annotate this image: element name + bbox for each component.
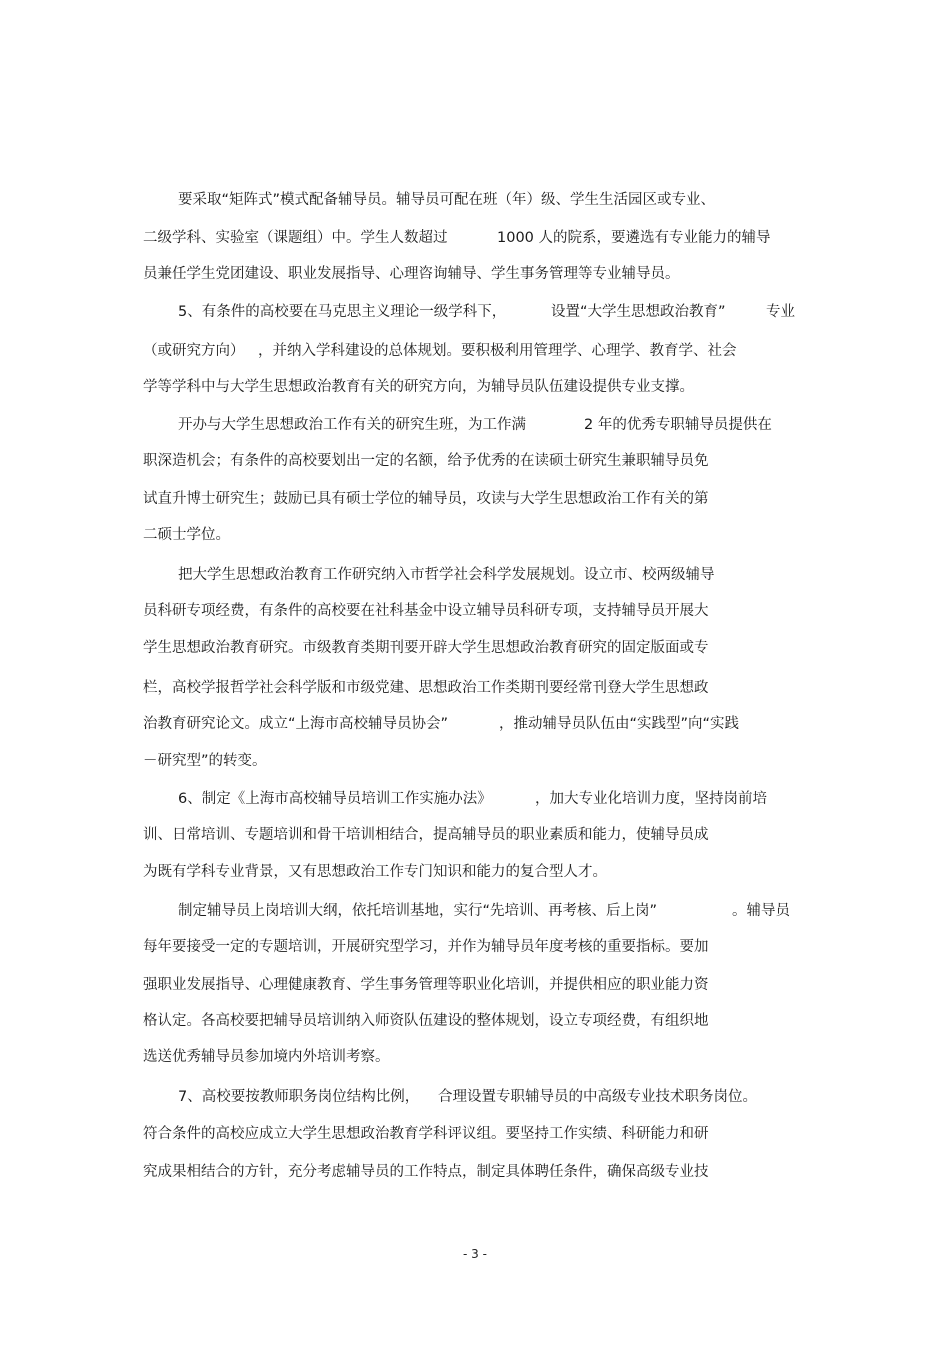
text-segment: 训、日常培训、专题培训和骨干培训相结合，提高辅导员的职业素质和能力，使辅导员成 bbox=[143, 827, 709, 843]
text-segment: 究成果相结合的方针，充分考虑辅导员的工作特点，制定具体聘任条件，确保高级专业技 bbox=[143, 1164, 709, 1180]
text-segment: 制定辅导员上岗培训大纲，依托培训基地，实行“先培训、再考核、后上岗” bbox=[178, 903, 658, 919]
text-segment: －研究型”的转变。 bbox=[143, 753, 267, 769]
text-segment: 1000 人的院系，要遴选有专业能力的辅导 bbox=[497, 230, 771, 246]
text-segment: 。辅导员 bbox=[732, 903, 790, 919]
text-segment: 二硕士学位。 bbox=[143, 527, 230, 543]
text-segment: 2 年的优秀专职辅导员提供在 bbox=[584, 417, 772, 433]
text-segment: 设置“大学生思想政治教育” bbox=[551, 304, 726, 320]
text-segment: 职深造机会；有条件的高校要划出一定的名额，给予优秀的在读硕士研究生兼职辅导员免 bbox=[143, 453, 709, 469]
text-segment: 把大学生思想政治教育工作研究纳入市哲学社会科学发展规划。设立市、校两级辅导 bbox=[178, 567, 715, 583]
text-segment: 7、高校要按教师职务岗位结构比例， bbox=[178, 1089, 420, 1105]
text-segment: 栏，高校学报哲学社会科学版和市级党建、思想政治工作类期刊要经常刊登大学生思想政 bbox=[143, 680, 709, 696]
text-segment: 专业 bbox=[766, 304, 795, 320]
text-segment: 合理设置专职辅导员的中高级专业技术职务岗位。 bbox=[438, 1089, 757, 1105]
text-segment: 6、制定《上海市高校辅导员培训工作实施办法》 bbox=[178, 791, 492, 807]
text-segment: （或研究方向） bbox=[143, 343, 245, 359]
page-number: - 3 - bbox=[463, 1247, 487, 1261]
text-segment: 5、有条件的高校要在马克思主义理论一级学科下， bbox=[178, 304, 507, 320]
text-segment: 每年要接受一定的专题培训，开展研究型学习，并作为辅导员年度考核的重要指标。要加 bbox=[143, 939, 709, 955]
text-segment: 为既有学科专业背景，又有思想政治工作专门知识和能力的复合型人才。 bbox=[143, 864, 607, 880]
text-segment: 符合条件的高校应成立大学生思想政治教育学科评议组。要坚持工作实绩、科研能力和研 bbox=[143, 1126, 709, 1142]
text-segment: 格认定。各高校要把辅导员培训纳入师资队伍建设的整体规划，设立专项经费，有组织地 bbox=[143, 1013, 709, 1029]
text-segment: 选送优秀辅导员参加境内外培训考察。 bbox=[143, 1049, 390, 1065]
text-segment: ，推动辅导员队伍由“实践型”向“实践 bbox=[499, 716, 740, 732]
text-segment: ，加大专业化培训力度，坚持岗前培 bbox=[535, 791, 767, 807]
text-segment: 学等学科中与大学生思想政治教育有关的研究方向，为辅导员队伍建设提供专业支撑。 bbox=[143, 379, 694, 395]
text-segment: 员科研专项经费，有条件的高校要在社科基金中设立辅导员科研专项，支持辅导员开展大 bbox=[143, 603, 709, 619]
text-segment: 治教育研究论文。成立“上海市高校辅导员协会” bbox=[143, 716, 449, 732]
text-segment: 学生思想政治教育研究。市级教育类期刊要开辟大学生思想政治教育研究的固定版面或专 bbox=[143, 640, 709, 656]
text-segment: 员兼任学生党团建设、职业发展指导、心理咨询辅导、学生事务管理等专业辅导员。 bbox=[143, 266, 680, 282]
text-segment: ，并纳入学科建设的总体规划。要积极利用管理学、心理学、教育学、社会 bbox=[258, 343, 737, 359]
text-segment: 试直升博士研究生；鼓励已具有硕士学位的辅导员，攻读与大学生思想政治工作有关的第 bbox=[143, 491, 709, 507]
text-segment: 开办与大学生思想政治工作有关的研究生班，为工作满 bbox=[178, 417, 526, 433]
text-segment: 二级学科、实验室（课题组）中。学生人数超过 bbox=[143, 230, 448, 246]
text-segment: 强职业发展指导、心理健康教育、学生事务管理等职业化培训，并提供相应的职业能力资 bbox=[143, 977, 709, 993]
text-segment: 要采取“矩阵式”模式配备辅导员。辅导员可配在班（年）级、学生生活园区或专业、 bbox=[178, 192, 716, 208]
